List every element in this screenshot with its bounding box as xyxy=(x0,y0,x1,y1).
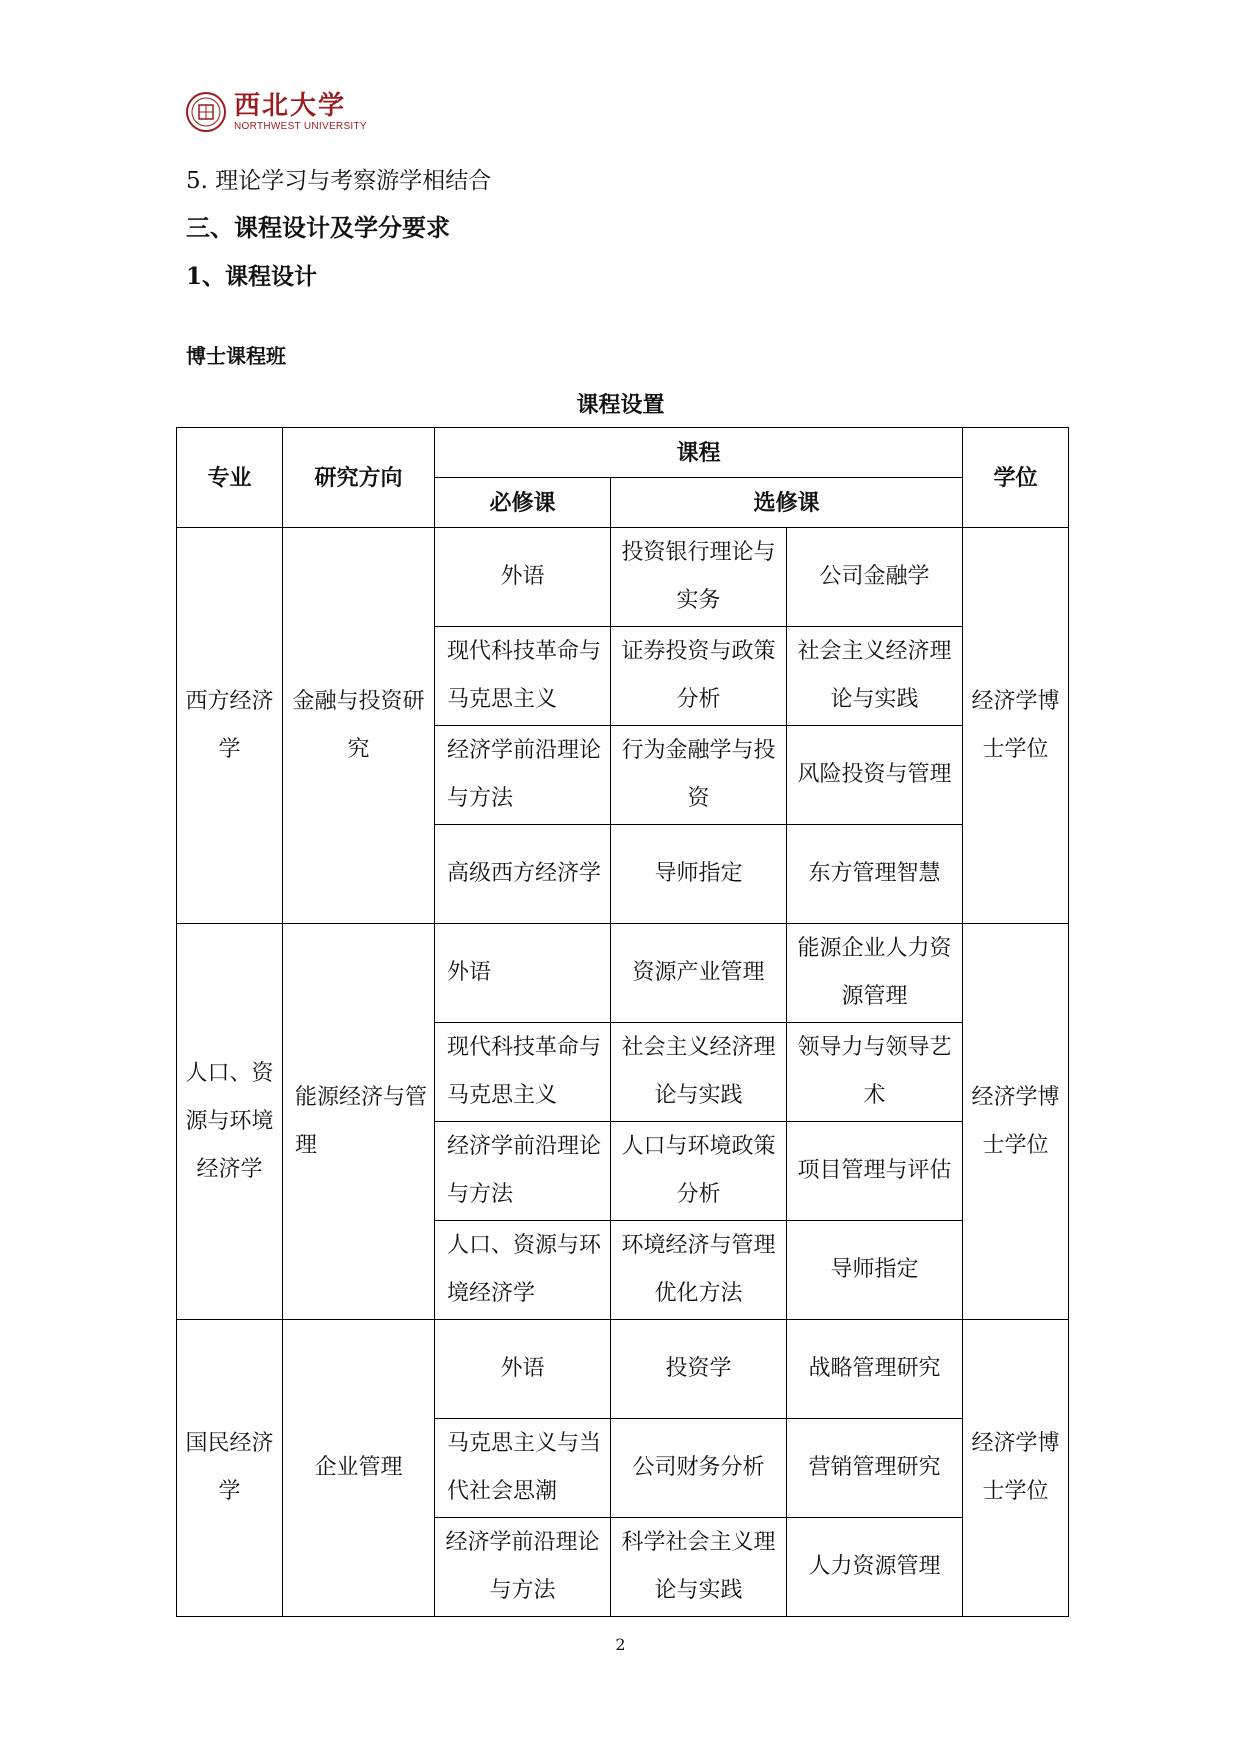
elective-course-cell: 行为金融学与投资 xyxy=(611,726,787,825)
required-course-cell: 外语 xyxy=(435,1320,611,1419)
required-course-cell: 经济学前沿理论与方法 xyxy=(435,1122,611,1221)
required-course-cell: 经济学前沿理论与方法 xyxy=(435,726,611,825)
elective-course-cell: 营销管理研究 xyxy=(787,1419,963,1518)
elective-course-cell: 资源产业管理 xyxy=(611,924,787,1023)
required-course-cell: 外语 xyxy=(435,924,611,1023)
elective-course-cell: 能源企业人力资源管理 xyxy=(787,924,963,1023)
logo-text xyxy=(234,90,367,132)
table-row xyxy=(177,924,1069,1023)
elective-course-cell: 项目管理与评估 xyxy=(787,1122,963,1221)
required-course-cell: 马克思主义与当代社会思潮 xyxy=(435,1419,611,1518)
elective-course-cell: 导师指定 xyxy=(611,825,787,924)
elective-course-cell: 环境经济与管理优化方法 xyxy=(611,1221,787,1320)
major-cell: 人口、资源与环境经济学 xyxy=(177,924,283,1320)
elective-course-cell: 导师指定 xyxy=(787,1221,963,1320)
elective-course-cell: 战略管理研究 xyxy=(787,1320,963,1419)
required-course-cell: 高级西方经济学 xyxy=(435,825,611,924)
elective-course-cell: 公司金融学 xyxy=(787,528,963,627)
required-course-cell: 现代科技革命与马克思主义 xyxy=(435,627,611,726)
university-logo xyxy=(186,90,367,134)
elective-course-cell: 投资学 xyxy=(611,1320,787,1419)
header-direction: 研究方向 xyxy=(283,428,435,528)
major-cell: 西方经济学 xyxy=(177,528,283,924)
program-label: 博士课程班 xyxy=(186,344,286,368)
direction-cell: 金融与投资研究 xyxy=(283,528,435,924)
page-number: 2 xyxy=(615,1635,626,1654)
elective-course-cell: 领导力与领导艺术 xyxy=(787,1023,963,1122)
required-course-cell: 外语 xyxy=(435,528,611,627)
body-line-1: 5. 理论学习与考察游学相结合 xyxy=(186,168,492,194)
header-degree: 学位 xyxy=(963,428,1069,528)
elective-course-cell: 人力资源管理 xyxy=(787,1518,963,1617)
required-course-cell: 经济学前沿理论与方法 xyxy=(435,1518,611,1617)
elective-course-cell: 证券投资与政策分析 xyxy=(611,627,787,726)
major-cell: 国民经济学 xyxy=(177,1320,283,1617)
table-caption: 课程设置 xyxy=(576,392,665,418)
header-major: 专业 xyxy=(177,428,283,528)
logo-cn: 西北大学 xyxy=(234,90,347,121)
degree-cell: 经济学博士学位 xyxy=(963,528,1069,924)
elective-course-cell: 公司财务分析 xyxy=(611,1419,787,1518)
header-row-1 xyxy=(177,428,1069,478)
elective-course-cell: 风险投资与管理 xyxy=(787,726,963,825)
required-course-cell: 现代科技革命与马克思主义 xyxy=(435,1023,611,1122)
course-table xyxy=(176,427,1069,1617)
logo-en: NORTHWEST UNIVERSITY xyxy=(234,120,367,132)
degree-cell: 经济学博士学位 xyxy=(963,924,1069,1320)
elective-course-cell: 投资银行理论与实务 xyxy=(611,528,787,627)
section-heading: 三、课程设计及学分要求 xyxy=(186,213,450,242)
elective-course-cell: 东方管理智慧 xyxy=(787,825,963,924)
elective-course-cell: 人口与环境政策分析 xyxy=(611,1122,787,1221)
table-row xyxy=(177,528,1069,627)
university-seal-icon xyxy=(186,92,226,132)
table-row xyxy=(177,1320,1069,1419)
elective-course-cell: 社会主义经济理论与实践 xyxy=(611,1023,787,1122)
elective-course-cell: 社会主义经济理论与实践 xyxy=(787,627,963,726)
subsection-heading: 1、课程设计 xyxy=(186,263,318,290)
elective-course-cell: 科学社会主义理论与实践 xyxy=(611,1518,787,1617)
direction-cell: 企业管理 xyxy=(283,1320,435,1617)
header-course: 课程 xyxy=(435,428,963,478)
header-elective: 选修课 xyxy=(611,478,963,528)
direction-cell: 能源经济与管理 xyxy=(283,924,435,1320)
header-required: 必修课 xyxy=(435,478,611,528)
degree-cell: 经济学博士学位 xyxy=(963,1320,1069,1617)
required-course-cell: 人口、资源与环境经济学 xyxy=(435,1221,611,1320)
